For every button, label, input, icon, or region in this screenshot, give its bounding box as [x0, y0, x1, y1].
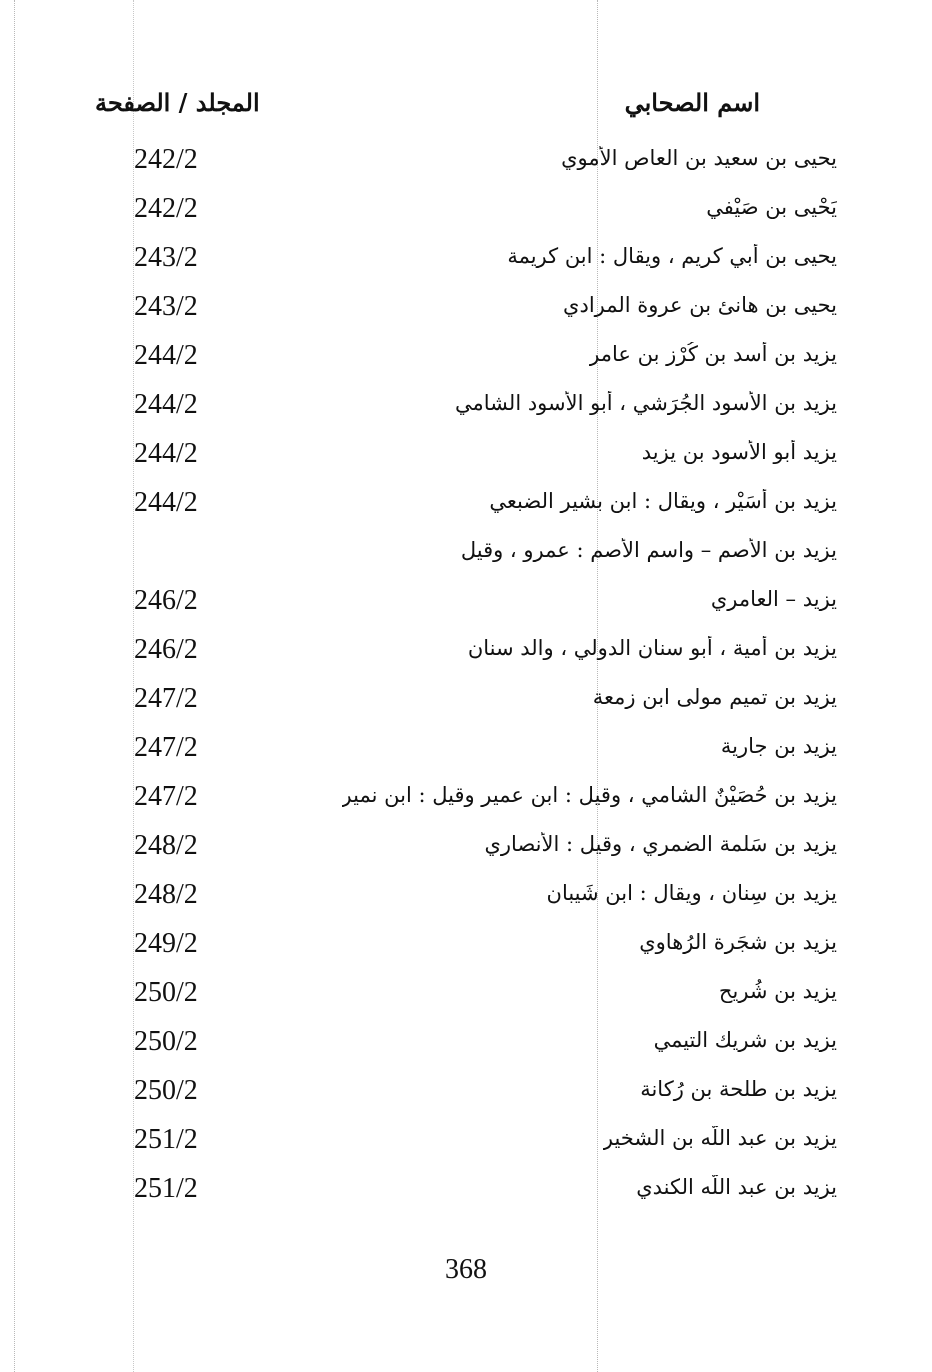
list-item: [0, 581, 932, 630]
volume-page-column-heading: المجلد / الصفحة: [95, 88, 260, 117]
volume-page-ref: 247/2: [134, 683, 198, 714]
list-item: [0, 532, 932, 581]
companion-name: يزيد بن تميم مولى ابن زمعة: [592, 685, 837, 709]
volume-page-ref: 243/2: [134, 291, 198, 322]
volume-page-ref: 248/2: [134, 879, 198, 910]
entries-list: [0, 140, 932, 1218]
volume-page-ref: 246/2: [134, 634, 198, 665]
list-item: [0, 1022, 932, 1071]
list-item: [0, 1071, 932, 1120]
list-item: [0, 287, 932, 336]
list-item: [0, 924, 932, 973]
volume-page-ref: 247/2: [134, 732, 198, 763]
volume-page-ref: 242/2: [134, 144, 198, 175]
list-item: [0, 336, 932, 385]
volume-page-ref: 251/2: [134, 1124, 198, 1155]
companion-name: يزيد بن سَلمة الضمري ، وقيل : الأنصاري: [484, 832, 837, 856]
volume-page-ref: 249/2: [134, 928, 198, 959]
companion-name: يزيد أبو الأسود بن يزيد: [641, 440, 837, 464]
name-column-heading: اسم الصحابي: [624, 88, 760, 117]
volume-page-ref: 250/2: [134, 1075, 198, 1106]
list-item: [0, 140, 932, 189]
companion-name: يزيد بن شُريح: [718, 979, 837, 1003]
companion-name: يَحْيى بن صَيْفي: [706, 195, 837, 219]
list-item: [0, 1169, 932, 1218]
companion-name: يزيد بن شريك التيمي: [653, 1028, 837, 1052]
volume-page-ref: 248/2: [134, 830, 198, 861]
volume-page-ref: 244/2: [134, 340, 198, 371]
companion-name: يزيد بن حُصَيْنٌ الشامي ، وقيل : ابن عمير وقيل : ابن نمير: [341, 783, 837, 807]
volume-page-ref: 250/2: [134, 1026, 198, 1057]
volume-page-ref: 246/2: [134, 585, 198, 616]
volume-page-ref: 251/2: [134, 1173, 198, 1204]
companion-name: يحيى بن أبي كريم ، ويقال : ابن كريمة: [507, 244, 837, 268]
companion-name: يحيى بن سعيد بن العاص الأموي: [561, 146, 837, 170]
list-item: [0, 777, 932, 826]
companion-name: يزيد بن شجَرة الرُهاوي: [639, 930, 837, 954]
list-item: [0, 1120, 932, 1169]
companion-name: يزيد بن سِنان ، ويقال : ابن شَيبان: [546, 881, 837, 905]
list-item: [0, 679, 932, 728]
list-item: [0, 728, 932, 777]
companion-name: يحيى بن هانئ بن عروة المرادي: [563, 293, 837, 317]
list-item: [0, 875, 932, 924]
companion-name: يزيد بن عبد اللّه الكندي: [636, 1175, 837, 1199]
companion-name: يزيد بن الأسود الجُرَشي ، أبو الأسود الشامي: [455, 391, 837, 415]
companion-name: يزيد بن أُسَيْر ، ويقال : ابن بشير الضبعي: [489, 489, 837, 513]
list-item: [0, 630, 932, 679]
list-item: [0, 973, 932, 1022]
list-item: [0, 826, 932, 875]
companion-name: يزيد بن جارية: [720, 734, 837, 758]
companion-name: يزيد بن أمية ، أبو سنان الدولي ، والد سنان: [467, 636, 837, 660]
companion-name: يزيد بن طلحة بن رُكانة: [640, 1077, 837, 1101]
volume-page-ref: 244/2: [134, 389, 198, 420]
volume-page-ref: 242/2: [134, 193, 198, 224]
list-item: [0, 434, 932, 483]
companion-name: يزيد بن الأصم – واسم الأصم : عمرو ، وقيل: [460, 538, 837, 562]
table-header: [0, 88, 932, 128]
volume-page-ref: 247/2: [134, 781, 198, 812]
volume-page-ref: 250/2: [134, 977, 198, 1008]
list-item: [0, 238, 932, 287]
page-number: 368: [445, 1254, 487, 1285]
volume-page-ref: 244/2: [134, 438, 198, 469]
volume-page-ref: 244/2: [134, 487, 198, 518]
companion-name: يزيد بن عبد اللّه بن الشخير: [602, 1126, 837, 1150]
list-item: [0, 483, 932, 532]
list-item: [0, 189, 932, 238]
companion-name: يزيد – العامري: [710, 587, 837, 611]
volume-page-ref: 243/2: [134, 242, 198, 273]
list-item: [0, 385, 932, 434]
companion-name: يزيد بن أسد بن كُرْز بن عامر: [589, 342, 837, 366]
